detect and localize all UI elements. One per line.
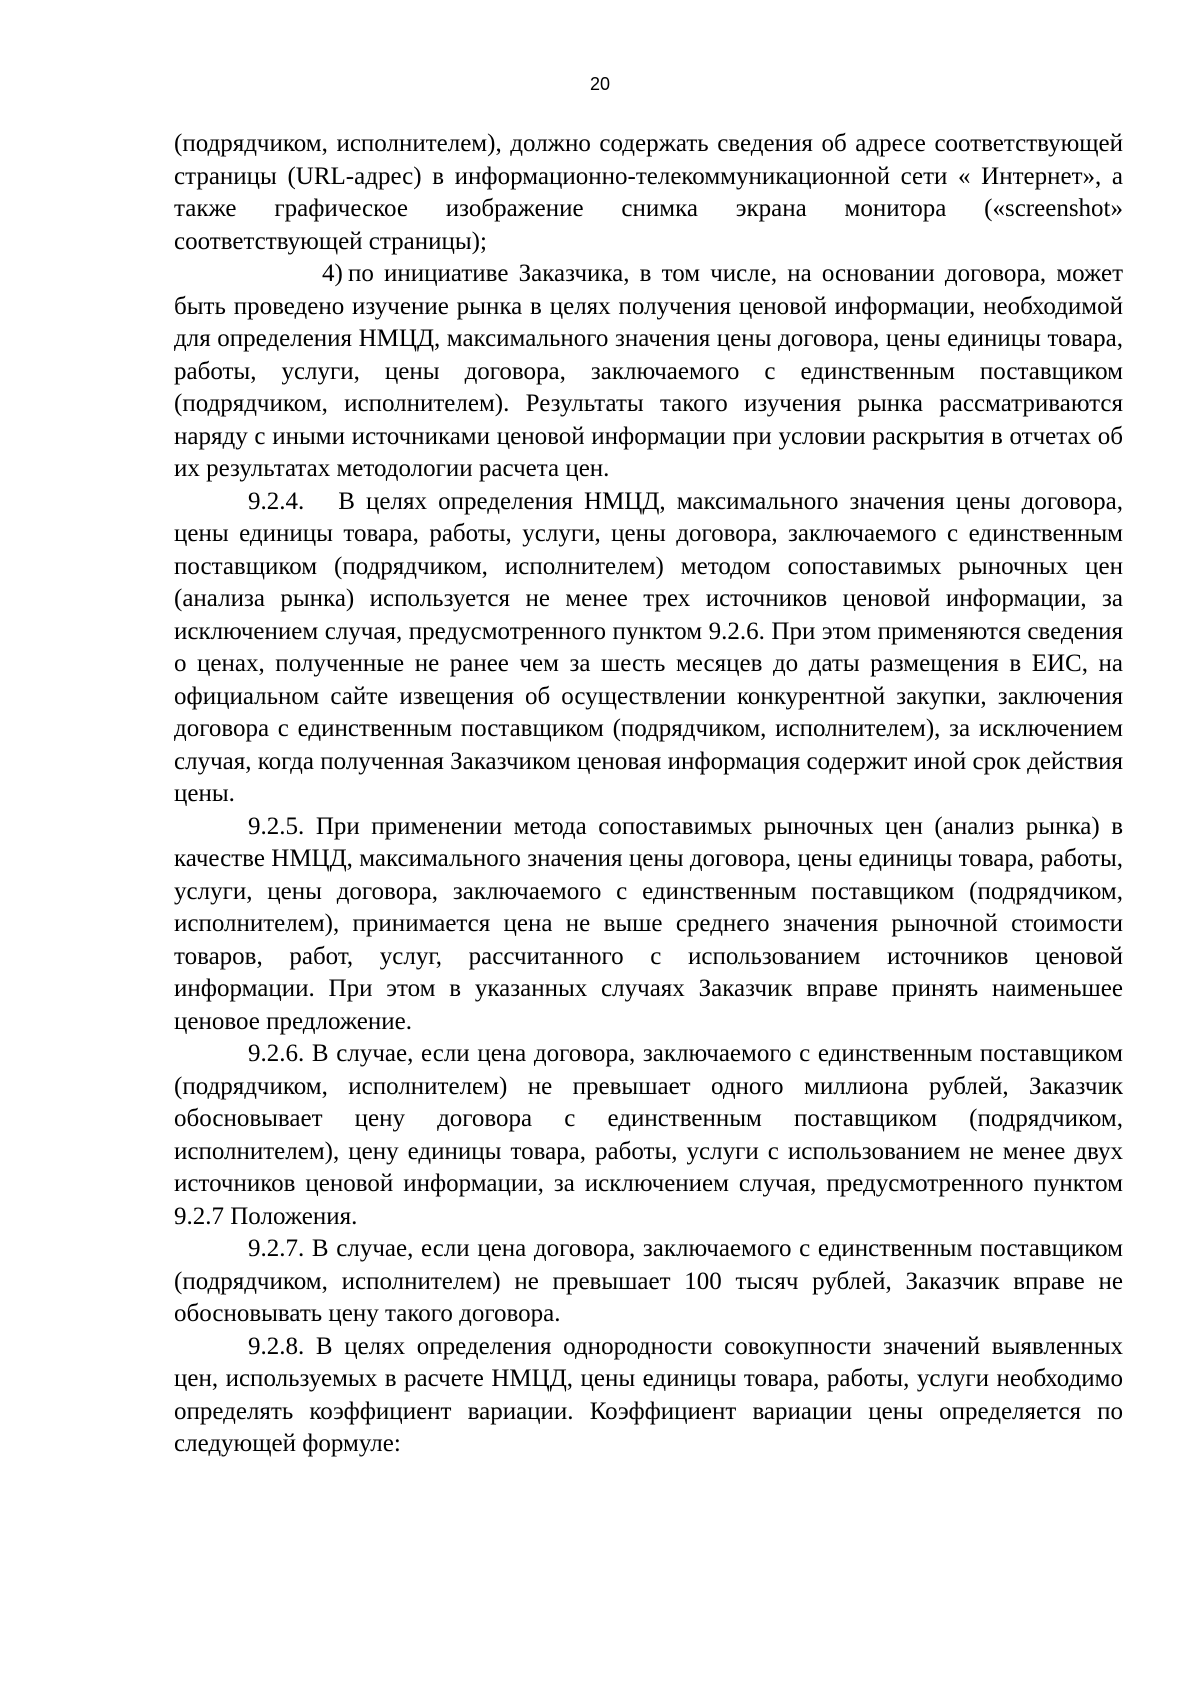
- clause-9-2-5: [174, 811, 1123, 1039]
- paragraph-item-4: [174, 258, 1123, 486]
- document-body: [174, 128, 1123, 1461]
- paragraph-text: В целях определения НМЦД, максимального значения цены договора, цены единицы товара, работы, услуги, цены договора, заключаемого с единственным поставщиком (подрядчиком, исполнителем) методом сопоставимых рыночных цен (анализа рынка) используется не менее трех источников ценовой информации, за исключением случая, предусмотренного пунктом 9.2.6. При этом применяются сведения о ценах, полученные не ранее чем за шесть месяцев до даты размещения в ЕИС, на официальном сайте извещения об осуществлении конкурентной закупки, заключения договора с единственным поставщиком (подрядчиком, исполнителем), за исключением случая, когда полученная Заказчиком ценовая информация содержит иной срок действия цены.: [174, 487, 1123, 807]
- paragraph-text: (подрядчиком, исполнителем), должно содержать сведения об адресе соответствующей страницы (URL-адрес) в информационно-телекоммуникационной сети « Интернет», а также графическое изображение снимка экрана монитора («screenshot» соответствующей страницы);: [174, 130, 1123, 255]
- list-item-number: 4): [322, 260, 343, 287]
- clause-number: 9.2.5.: [248, 812, 305, 840]
- clause-number: 9.2.4.: [248, 487, 305, 515]
- clause-9-2-6: [174, 1038, 1123, 1233]
- paragraph-continuation: [174, 128, 1123, 258]
- clause-9-2-4: [174, 486, 1123, 811]
- clause-number: 9.2.6.: [248, 1040, 305, 1067]
- paragraph-text: В случае, если цена договора, заключаемого с единственным поставщиком (подрядчиком, исполнителем) не превышает одного миллиона рублей, Заказчик обосновывает цену договора с единственным поставщиком (подрядчиком, исполнителем), цену единицы товара, работы, услуги с использованием не менее двух источников ценовой информации, за исключением случая, предусмотренного пунктом 9.2.7 Положения.: [174, 1040, 1124, 1230]
- clause-9-2-7: [174, 1233, 1123, 1331]
- paragraph-text: В целях определения однородности совокупности значений выявленных цен, используемых в расчете НМЦД, цены единицы товара, работы, услуги необходимо определять коэффициент вариации. Коэффициент вариации цены определяется по следующей формуле:: [174, 1332, 1124, 1457]
- page-number: 20: [589, 74, 611, 94]
- paragraph-text: по инициативе Заказчика, в том числе, на основании договора, может быть проведено изучение рынка в целях получения ценовой информации, необходимой для определения НМЦД, максимального значения цены договора, цены единицы товара, работы, услуги, цены договора, заключаемого с единственным поставщиком (подрядчиком, исполнителем). Результаты такого изучения рынка рассматриваются наряду с иными источниками ценовой информации при условии раскрытия в отчетах об их результатах методологии расчета цен.: [174, 260, 1123, 482]
- paragraph-text: В случае, если цена договора, заключаемого с единственным поставщиком (подрядчиком, исполнителем) не превышает 100 тысяч рублей, Заказчик вправе не обосновывать цену такого договора.: [174, 1235, 1124, 1327]
- paragraph-text: При применении метода сопоставимых рыночных цен (анализ рынка) в качестве НМЦД, максимального значения цены договора, цены единицы товара, работы, услуги, цены договора, заключаемого с единственным поставщиком (подрядчиком, исполнителем), принимается цена не выше среднего значения рыночной стоимости товаров, работ, услуг, рассчитанного с использованием источников ценовой информации. При этом в указанных случаях Заказчик вправе принять наименьшее ценовое предложение.: [174, 812, 1124, 1035]
- clause-9-2-8: [174, 1331, 1123, 1461]
- clause-number: 9.2.7.: [248, 1235, 305, 1262]
- clause-number: 9.2.8.: [248, 1332, 305, 1360]
